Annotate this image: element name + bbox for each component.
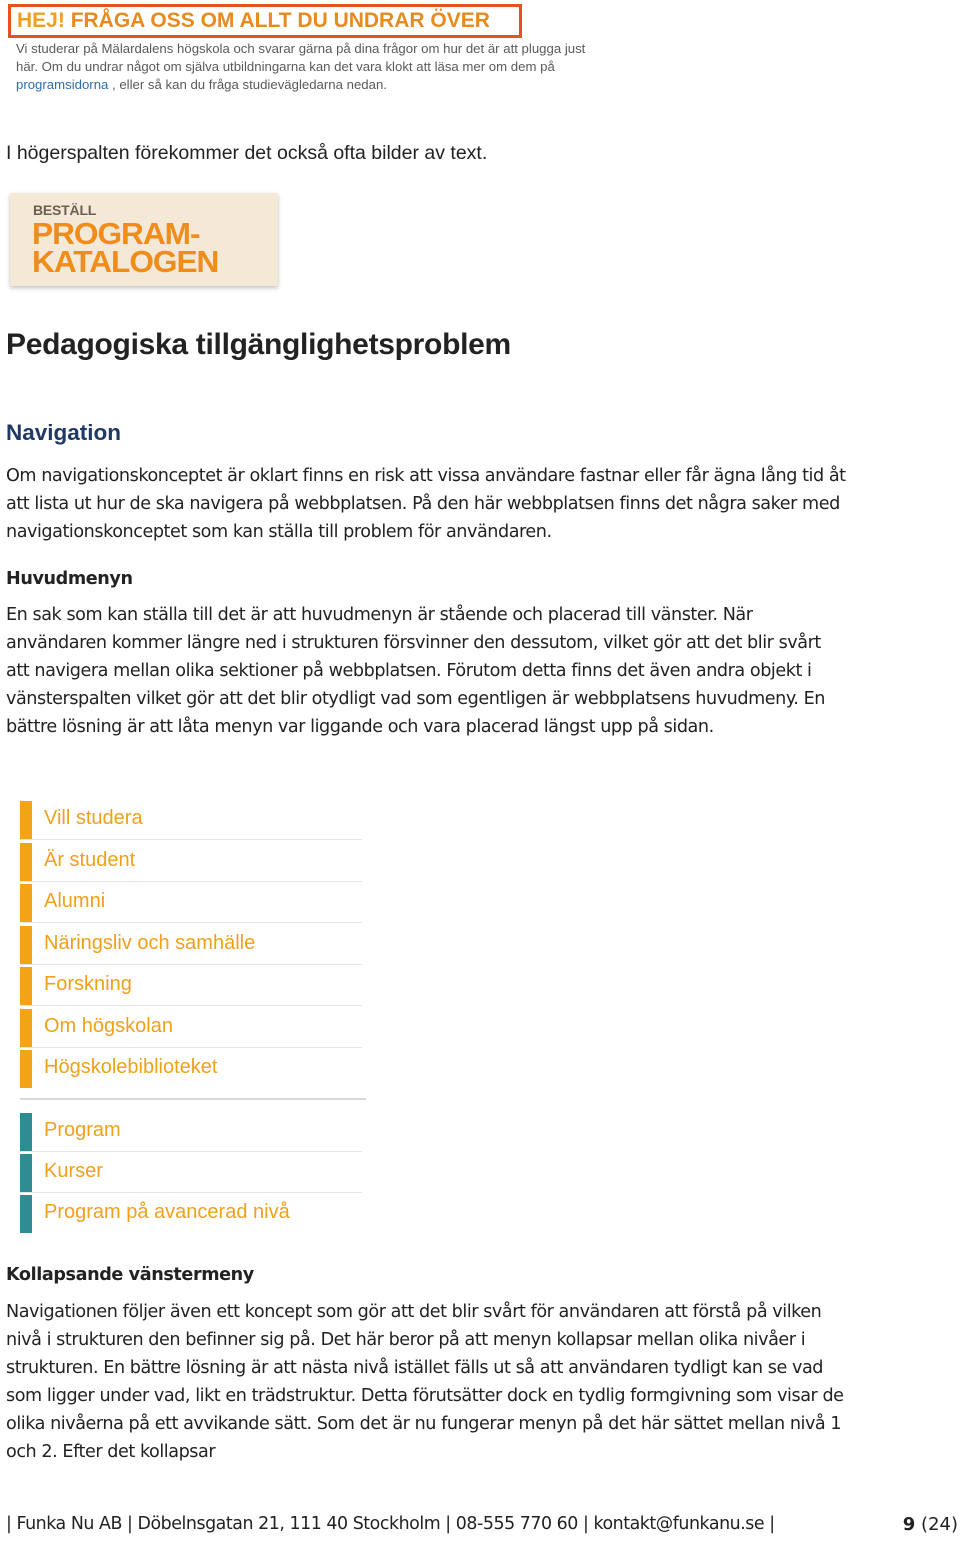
- menu-item-label: Näringsliv och samhälle: [44, 932, 256, 954]
- paragraph-kollapsande: Navigationen följer även ett koncept som gör att det blir svårt för användaren att förstå på vilken nivå i strukturen den befinner sig på. Det här beror på att menyn kollapsar mellan olika nivåer i strukturen. En bättre lösning är att nästa nivå istället fälls ut så att användaren tydligt kan se vad som ligger under vad, likt en trädstruktur. Detta förutsätter dock en tydlig formgivning som visar de olika nivåerna på ett avvikande sätt. Som det är nu fungerar menyn på det här sättet mellan nivå 1 och 2. Efter det kollapsar: [6, 1302, 844, 1463]
- menu-bar-marker: [20, 1050, 32, 1088]
- menu-item-label: Forskning: [44, 973, 132, 995]
- catalog-small-label: BESTÄLL: [33, 202, 97, 218]
- menu-item-label: Vill studera: [44, 807, 143, 829]
- page-number: 9 (24): [902, 1514, 958, 1535]
- main-menu-image: [14, 796, 366, 1236]
- menu-bar-marker: [20, 801, 32, 839]
- menu-bar-marker: [20, 1113, 32, 1151]
- menu-item-naringsliv[interactable]: [20, 925, 362, 965]
- page-footer: | Funka Nu AB | Döbelnsgatan 21, 111 40 Stockholm | 08-555 770 60 | kontakt@funkanu.se |: [6, 1514, 775, 1534]
- menu-item-alumni[interactable]: [20, 883, 362, 923]
- catalog-line-2: KATALOGEN: [32, 244, 219, 279]
- menu-item-label: Alumni: [44, 890, 106, 912]
- question-banner-image: [8, 4, 588, 112]
- menu-item-label: Högskolebiblioteket: [44, 1056, 218, 1078]
- menu-item-label: Kurser: [44, 1160, 103, 1182]
- intro-text: I högerspalten förekommer det också ofta bilder av text.: [6, 142, 488, 164]
- menu-bar-marker: [20, 1154, 32, 1192]
- menu-bar-marker: [20, 884, 32, 922]
- menu-item-avancerad-niva[interactable]: [20, 1194, 362, 1234]
- order-catalog-image[interactable]: [10, 193, 278, 286]
- paragraph-huvudmenyn: En sak som kan ställa till det är att huvudmenyn är stående och placerad till vänster. När användaren kommer längre ned i strukturen försvinner den dessutom, vilket gör att det blir svårt att navigera mellan olika sektioner på webbplatsen. Förutom detta finns det även andra objekt i vänsterspalten vilket gör att det blir otydligt vad som egentligen är webbplatsens huvudmeny. En bättre lösning är att låta menyn var liggande och vara placerad längst upp på sidan.: [6, 605, 825, 738]
- menu-bar-marker: [20, 843, 32, 881]
- menu-divider: [20, 1098, 366, 1100]
- menu-bar-marker: [20, 1195, 32, 1233]
- menu-bar-marker: [20, 967, 32, 1005]
- banner-text: Vi studerar på Mälardalens högskola och svarar gärna på dina frågor om hur det är att plugga just här. Om du undrar något om själva utbildningarna kan det vara klokt att läsa mer om dem på programsidorna , eller så kan du fråga studievägledarna nedan.: [16, 41, 586, 92]
- menu-item-forskning[interactable]: [20, 966, 362, 1006]
- banner-heading: HEJ! FRÅGA OSS OM ALLT DU UNDRAR ÖVER: [8, 4, 522, 38]
- heading-kollapsande: Kollapsande vänstermeny: [6, 1265, 254, 1285]
- menu-item-vill-studera[interactable]: [20, 800, 362, 840]
- menu-item-label: Om högskolan: [44, 1015, 173, 1037]
- catalog-line-1: PROGRAM-: [32, 216, 200, 251]
- menu-item-label: Program: [44, 1119, 121, 1141]
- menu-bar-marker: [20, 926, 32, 964]
- menu-item-program[interactable]: [20, 1112, 362, 1152]
- menu-item-label: Är student: [44, 849, 136, 871]
- heading-huvudmenyn: Huvudmenyn: [6, 569, 133, 589]
- menu-item-ar-student[interactable]: [20, 842, 362, 882]
- programsidorna-link[interactable]: programsidorna: [16, 77, 109, 92]
- menu-item-kurser[interactable]: [20, 1153, 362, 1193]
- menu-item-hogskolebiblioteket[interactable]: [20, 1049, 362, 1089]
- paragraph-navigation: Om navigationskonceptet är oklart finns en risk att vissa användare fastnar eller får ägna lång tid åt att lista ut hur de ska navigera på webbplatsen. På den här webbplatsen finns det några saker med navigationskonceptet som kan ställa till problem för användaren.: [6, 466, 846, 543]
- menu-bar-marker: [20, 1009, 32, 1047]
- page-title: Pedagogiska tillgänglighetsproblem: [6, 328, 511, 361]
- menu-item-label: Program på avancerad nivå: [44, 1201, 290, 1223]
- menu-item-om-hogskolan[interactable]: [20, 1008, 362, 1048]
- heading-navigation: Navigation: [6, 420, 122, 445]
